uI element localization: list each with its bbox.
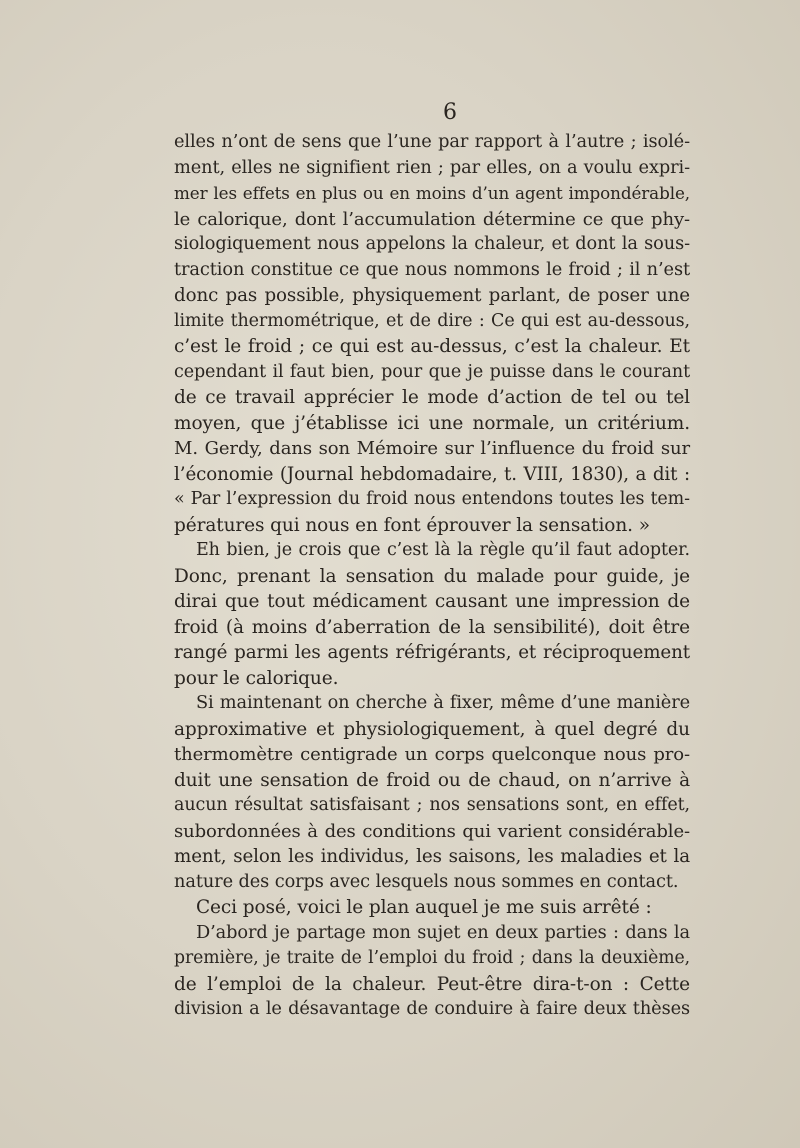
text-line: Eh bien, je crois que c’est là la règle qu’il faut adopter. [196,540,690,560]
text-line: dirai que tout médicament causant une impression de [174,591,690,612]
text-line: « Par l’expression du froid nous entendons toutes les tem- [174,489,690,509]
text-line: nature des corps avec lesquels nous sommes en contact. [174,871,679,892]
text-line: traction constitue ce que nous nommons le froid ; il n’est [174,259,690,280]
text-line: le calorique, dont l’accumulation détermine ce que phy- [174,208,690,230]
text-line: pour le calorique. [174,667,339,689]
text-line: première, je traite de l’emploi du froid ; dans la deuxième, [174,948,690,968]
body-text [174,130,690,1023]
text-line: D’abord je partage mon sujet en deux parties : dans la [196,922,690,943]
text-line: ment, selon les individus, les saisons, les maladies et la [174,846,690,867]
text-line: rangé parmi les agents réfrigérants, et réciproquement [174,642,690,663]
text-line: froid (à moins d’aberration de la sensibilité), doit être [174,616,690,638]
text-line: Donc, prenant la sensation du malade pour guide, je [174,565,690,587]
text-line: division a le désavantage de conduire à faire deux thèses [174,999,690,1019]
text-line: cependant il faut bien, pour que je puisse dans le courant [174,361,690,382]
text-line: duit une sensation de froid ou de chaud, on n’arrive à [174,769,690,791]
page-number: 6 [443,100,457,125]
text-line: aucun résultat satisfaisant ; nos sensations sont, en effet, [174,795,690,815]
text-line: Ceci posé, voici le plan auquel je me suis arrêté : [196,897,652,918]
text-line: limite thermométrique, et de dire : Ce qui est au-dessous, [174,310,690,331]
text-line: de l’emploi de la chaleur. Peut-être dira-t-on : Cette [174,973,690,995]
text-line: c’est le froid ; ce qui est au-dessus, c’est la chaleur. Et [174,336,690,357]
text-line: approximative et physiologiquement, à quel degré du [174,718,690,740]
text-line: subordonnées à des conditions qui varient considérable- [174,820,690,842]
text-line: donc pas possible, physiquement parlant, de poser une [174,285,690,306]
text-line: ment, elles ne signifient rien ; par elles, on a voulu expri- [174,157,690,178]
text-line: M. Gerdy, dans son Mémoire sur l’influence du froid sur [174,438,690,459]
text-line: elles n’ont de sens que l’une par rapport à l’autre ; isolé- [174,132,690,152]
text-line: mer les effets en plus ou en moins d’un agent impondérable, [174,183,690,203]
text-line: pératures qui nous en font éprouver la sensation. » [174,514,650,536]
text-line: de ce travail apprécier le mode d’action de tel ou tel [174,387,690,408]
text-line: moyen, que j’établisse ici une normale, un critérium. [174,412,690,434]
text-line: Si maintenant on cherche à fixer, même d’une manière [196,693,690,713]
text-line: siologiquement nous appelons la chaleur, et dont la sous- [174,234,690,254]
text-line: thermomètre centigrade un corps quelconque nous pro- [174,744,690,765]
text-line: l’économie (Journal hebdomadaire, t. VIII, 1830), a dit : [174,463,690,485]
